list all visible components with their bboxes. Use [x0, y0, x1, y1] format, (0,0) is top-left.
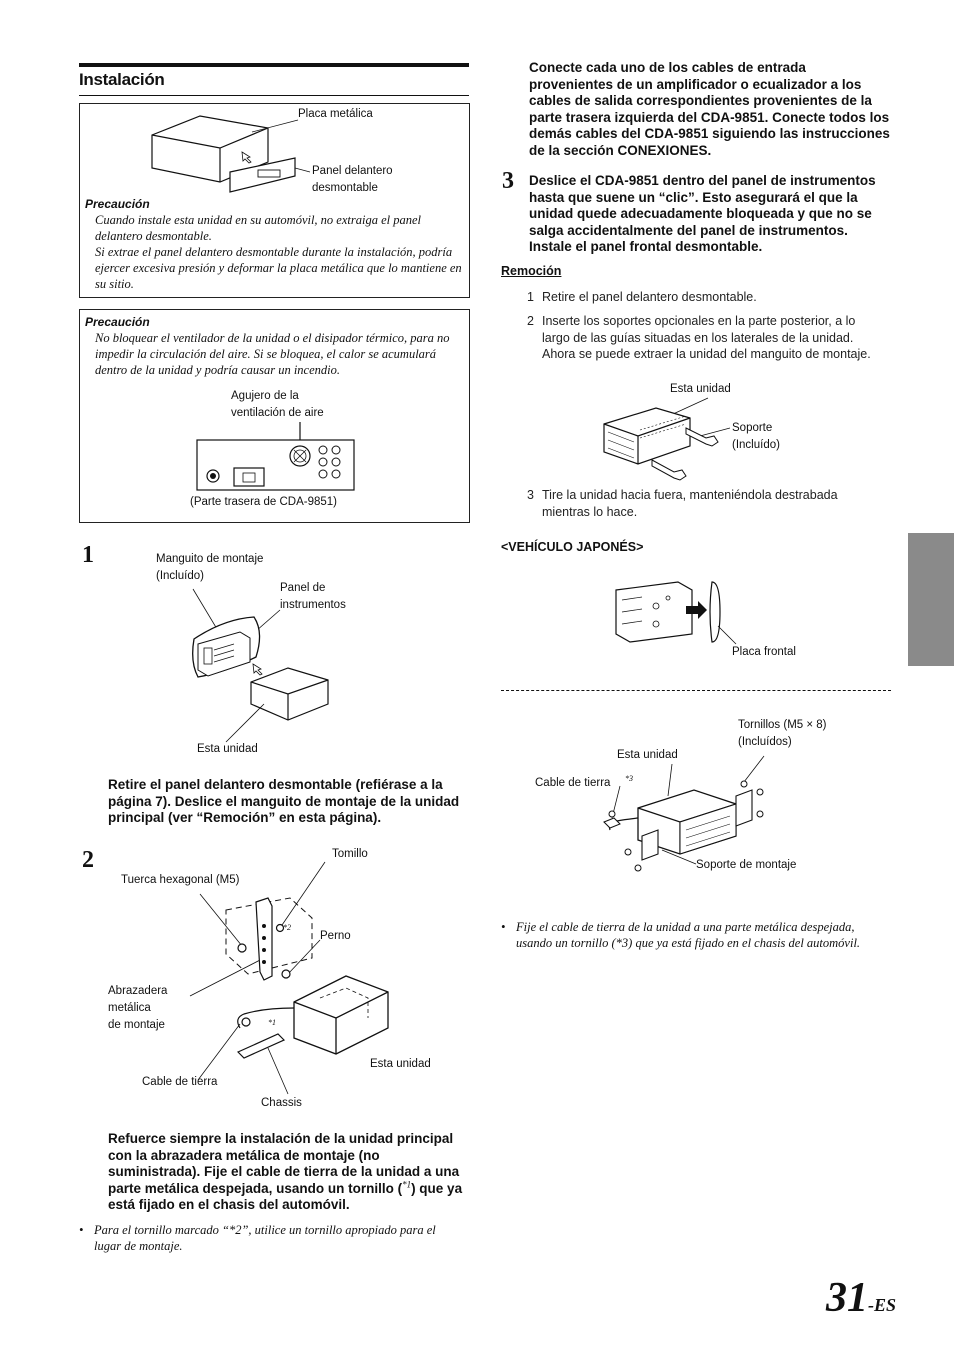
label-metal-plate: Placa metálica	[298, 108, 373, 120]
removal-title: Remoción	[501, 264, 562, 278]
step-2-text-b: ) que ya está fijado en el chasis del automóvil.	[108, 1180, 463, 1212]
marker-3: *3	[625, 774, 633, 783]
faceplate-jp-diagram	[612, 578, 742, 648]
label-detachable-panel: Panel delantero desmontable	[312, 165, 393, 194]
side-tab	[908, 533, 954, 666]
dashed-divider	[501, 690, 891, 691]
label-air-vent: Agujero de la ventilación de aire	[231, 390, 324, 419]
label-this-unit-4: Esta unidad	[617, 749, 678, 761]
removal-item-1: Retire el panel delantero desmontable.	[542, 290, 757, 304]
step-3-number: 3	[502, 168, 514, 194]
section-title: Instalación	[79, 70, 165, 89]
label-hex-nut: Tuerca hexagonal (M5)	[121, 874, 240, 886]
marker-2: *2	[283, 923, 291, 932]
step-1-number: 1	[82, 542, 94, 568]
right-note: Fije el cable de tierra de la unidad a una parte metálica despejada, usando un tornillo (*3) que ya está fijado en el chasis del automóvil.	[516, 920, 861, 950]
page-number-suffix: -ES	[868, 1295, 897, 1315]
label-this-unit-3: Esta unidad	[670, 383, 731, 395]
header-rule-bottom	[79, 95, 469, 96]
faceplate-diagram	[150, 110, 310, 205]
removal-item-2: Inserte los soportes opcionales en la parte posterior, a lo largo de las guías situadas en los laterales de la unidad. Ahora se puede extraer la unidad del manguito de montaje.	[542, 314, 871, 361]
caution-text-1: Cuando instale esta unidad en su automóvil, no extraiga el panel delantero desmontable. Si extrae el panel delantero desmontable durante la instalación, podría ejercer excesiva presión y deformar la placa metálica que lo mantiene en su sitio.	[95, 213, 462, 291]
page-number-digits: 31	[826, 1275, 868, 1321]
label-ground-cable-2: Cable de tierra	[535, 777, 611, 789]
right-note-bullet: •	[501, 920, 506, 934]
step-2-note: Para el tornillo marcado “*2”, utilice un tornillo apropiado para el lugar de montaje.	[94, 1223, 436, 1253]
header-rule-top	[79, 63, 469, 67]
connect-intro: Conecte cada uno de los cables de entrada provenientes de un amplificador o ecualizador a los cables de salida correspondientes provenientes de la parte trasera izquierda del CDA-9851. Conecte todos los demás cables del CDA-9851 siguiendo las instrucciones de la sección CONEXIONES.	[529, 60, 890, 158]
sleeve-diagram	[188, 584, 338, 734]
label-mounting-sleeve: Manguito de montaje (Incluído)	[156, 553, 264, 582]
marker-1: *1	[268, 1018, 276, 1027]
removal-item-1-num: 1	[527, 290, 534, 304]
japanese-vehicle-title: <VEHÍCULO JAPONÉS>	[501, 540, 644, 554]
removal-item-2-num: 2	[527, 314, 534, 328]
label-chassis: Chassis	[261, 1097, 302, 1109]
label-rear-cda: (Parte trasera de CDA-9851)	[190, 496, 338, 508]
label-screws: Tornillos (M5 × 8) (Incluídos)	[738, 719, 827, 748]
label-dashboard: Panel de instrumentos	[280, 582, 346, 611]
label-mounting-bracket: Soporte de montaje	[696, 859, 797, 871]
caution-title-1: Precaución	[85, 197, 150, 211]
label-metal-strap: Abrazadera metálica de montaje	[108, 985, 168, 1031]
label-this-unit-1: Esta unidad	[197, 743, 258, 755]
step-2-text	[108, 1131, 470, 1214]
label-this-unit-2: Esta unidad	[370, 1058, 431, 1070]
label-bracket: Soporte (Incluído)	[732, 422, 780, 451]
step-2-text-mark: *1	[402, 1179, 412, 1189]
strap-diagram	[180, 858, 400, 1098]
removal-diagram	[600, 398, 730, 488]
step-2-number: 2	[82, 847, 94, 873]
label-ground-cable: Cable de tierra	[142, 1076, 218, 1088]
removal-item-3: Tire la unidad hacia fuera, manteniéndola destrabada mientras lo hace.	[542, 488, 838, 519]
page-number	[826, 1274, 896, 1322]
step-2-text-a: Refuerce siempre la instalación de la unidad principal con la abrazadera metálica de montaje (no suministrada). Fije el cable de tierra de la unidad a una parte metálica despejada, usando un tornillo (	[108, 1131, 460, 1196]
rear-panel-diagram	[196, 420, 356, 492]
label-bolt: Perno	[320, 930, 351, 942]
step-2-note-bullet: •	[79, 1223, 84, 1237]
step-3-text: Deslice el CDA-9851 dentro del panel de instrumentos hasta que suene un “clic”. Esto asegurará el que la unidad quede adecuadamente bloqueada y que no se salga accidentalmente del panel de instrumentos. Instale el panel frontal desmontable.	[529, 173, 876, 254]
removal-item-3-num: 3	[527, 488, 534, 502]
label-faceplate: Placa frontal	[732, 646, 796, 658]
caution-title-2: Precaución	[85, 315, 150, 329]
caution-text-2: No bloquear el ventilador de la unidad o el disipador térmico, para no impedir la circulación del aire. Si se bloquea, el calor se acumulará dentro de la unidad y podría causar un incendio.	[95, 331, 450, 377]
label-screw: Tomillo	[332, 848, 368, 860]
step-1-text: Retire el panel delantero desmontable (refiérase a la página 7). Deslice el manguito de montaje de la unidad principal (ver “Remoción” en esta página).	[108, 777, 460, 825]
